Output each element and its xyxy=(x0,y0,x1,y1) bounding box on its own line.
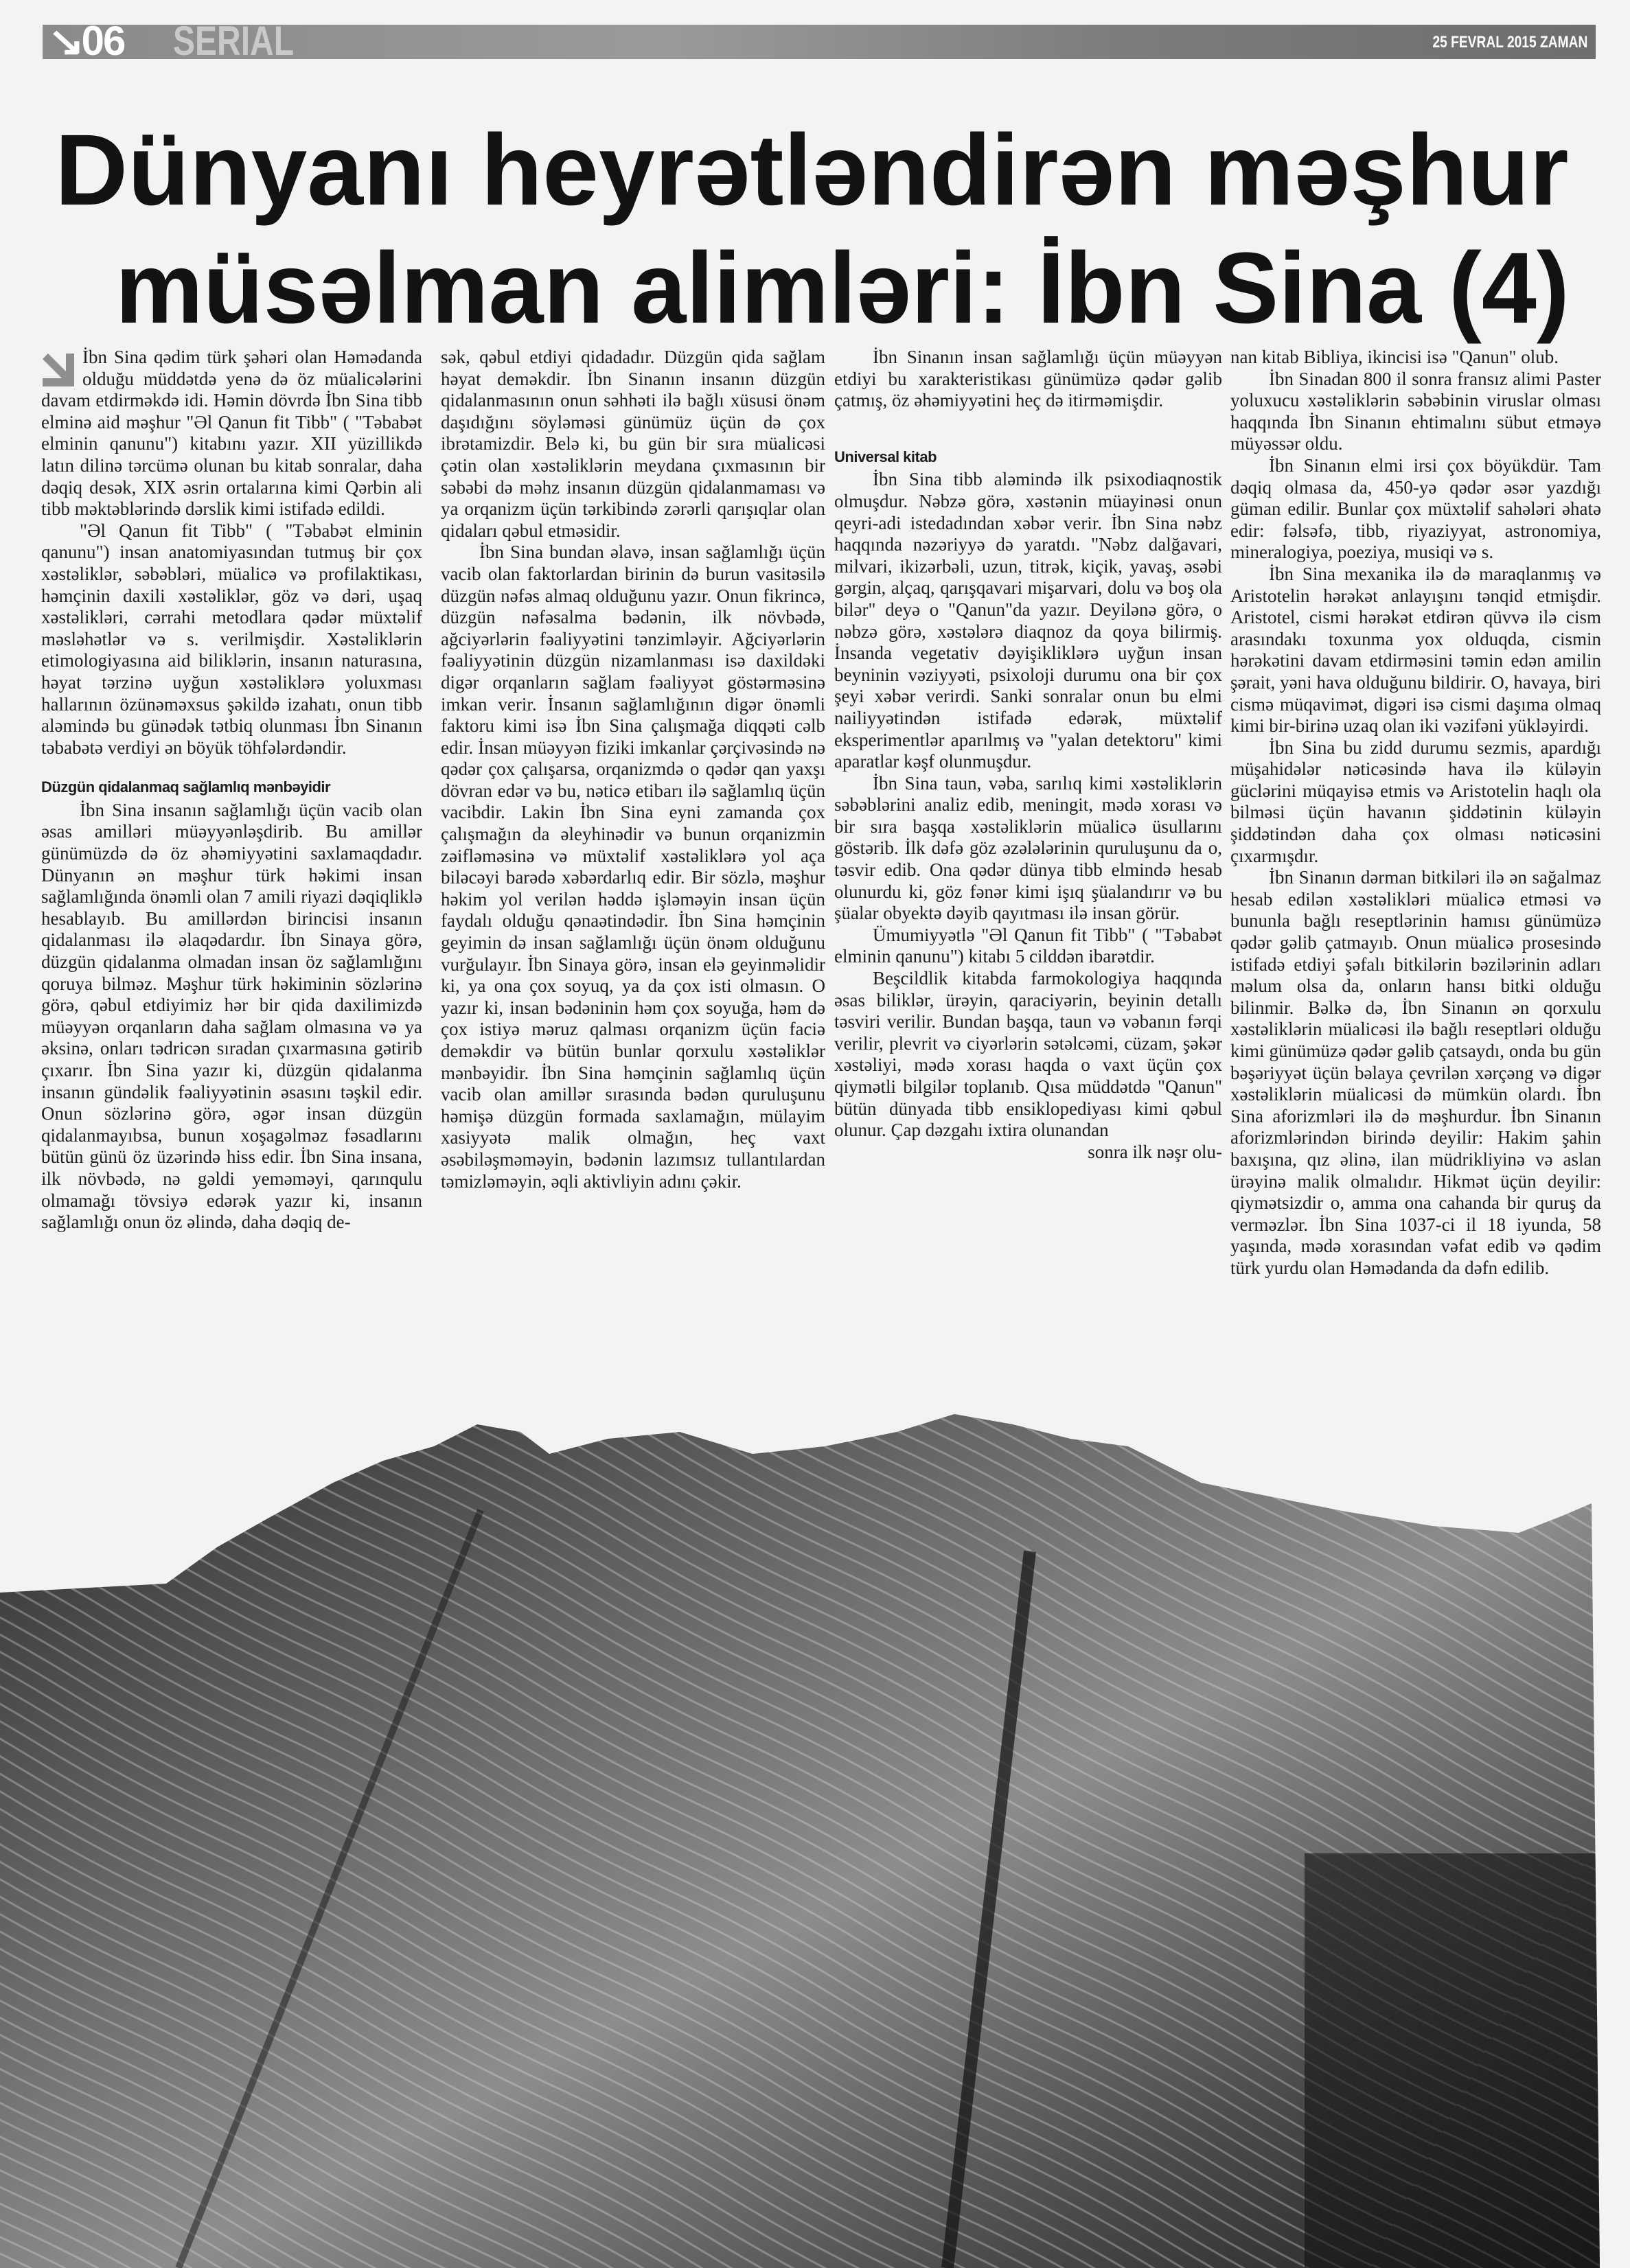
arrow-down-right-icon xyxy=(41,352,76,388)
paragraph: İbn Sinanın elmi irsi çox böyükdür. Tam dəqiq olmasa da, 450-yə qədər əsər yazdığı güman edilir. Bunlar çox müxtəlif sahələri əhatə edir: fəlsəfə, tibb, riyaziyyat, astronomiya, mineralogiya, poeziya, musiqi və s. xyxy=(1230,454,1601,563)
paragraph: İbn Sina bu zidd durumu sezmis, apardığı müşahidələr nəticəsində hava ilə küləyin güclərini müqayisə etmis və Aristotelin haqlı ola bilməsi üçün havanın şiddətinin küləyin şiddətindən daha çox olması nəticəsini çıxarmışdır. xyxy=(1230,737,1601,866)
paragraph: İbn Sina bundan əlavə, insan sağlamlığı üçün vacib olan faktorlardan birinin də burun vasitəsilə düzgün nəfəs almaq olduğunu yazır. Onun fikrincə, düzgün nəfəsalma bədənin, ilk növbədə, ağciyərlərin fəaliyyətini tənzimləyir. Ağciyərlərin fəaliyyətinin düzgün nizamlanması isə daxildəki digər orqanların sağlam fəaliyyət göstərməsinə imkan verir. İnsanın sağlamlığının digər önəmli faktoru kimi isə İbn Sina çalışmağa diqqəti cəlb edir. İnsan müəyyən fiziki imkanlar çərçivəsində nə qədər çox çalışarsa, orqanizmdə o qədər qan yaxşı dövran edər və bu, nəticə etibarı ilə sağlamlıq üçün vacibdir. Lakin İbn Sina eyni zamanda çox çalışmağın da əleyhinədir və bunun orqanizmin zəifləməsinə və müxtəlif xəstəliklərə yol aça biləcəyi barədə xəbərdarlıq edir. Bir sözlə, məşhur həkim yol verilən həddə işləməyin insan üçün faydalı olduğu qənaətindədir. İbn Sina həmçinin geyimin də insan sağlamlığı üçün önəm olduğunu vurğulayır. İbn Sinaya görə, insan elə geyinməlidir ki, ya ona çox soyuq, ya da çox isti olmasın. O yazır ki, insan bədəninin həm çox soyuğa, həm də çox istiyə məruz qalması orqanizm üçün faciə deməkdir və bütün bunlar qorxulu xəstəliklər mənbəyidir. İbn Sina həmçinin sağlamlıq üçün vacib olan amillər sırasında bədən quruluşunu həmişə düzgün formada saxlamağın, mülayim xasiyyətə malik olmağın, heç vaxt əsəbiləşməməyin, bədənin lazımsız tullantılardan təmizləməyin, əqli aktivliyin adını çəkir. xyxy=(441,542,825,1192)
article-column-3 xyxy=(834,347,1222,1163)
headline-line-2: müsəlman alimləri: İbn Sina (4) xyxy=(115,232,1570,345)
arrow-down-right-icon: ↘ xyxy=(47,19,83,64)
issue-date: 25 FEVRAL 2015 ZAMAN xyxy=(1432,33,1587,51)
article-column-4 xyxy=(1230,347,1601,1280)
paragraph: İbn Sina mexanika ilə də maraqlanmış və Aristotelin hərəkət anlayışını tənqid etmişdir. Aristotel, cismi hərəkət etdirən qüvvə ilə cism arasındakı toxunma yox olduqda, cismin hərəkətini davam etdirməsini təmin edən amilin şərait, yəni hava olduğunu bildirir. O, havaya, biri cismə müqavimət, digəri isə cismi daşıma olmaq kimi bir-birinə uzaq olan iki vəzifəni yükləyirdi. xyxy=(1230,563,1601,737)
paragraph: İbn Sina qədim türk şəhəri olan Həmədanda olduğu müddətdə yenə də öz müalicələrini davam etdirməkdə idi. Həmin dövrdə İbn Sina tibb elminə aid məşhur "Əl Qanun fit Tibb" ( "Təbabət elminin qanunu") kitabını yazır. XII yüzillikdə latın dilinə tərcümə olunan bu kitab sonralar, daha dəqiq desək, XIX əsrin ortalarına kimi Qərbin ali tibb məktəblərində dərslik kimi istifadə edildi. xyxy=(41,347,422,520)
paragraph: İbn Sina insanın sağlamlığı üçün vacib olan əsas amilləri müəyyənləşdirib. Bu amillər günümüzdə də öz əhəmiyyətini saxlamaqdadır. Dünyanın ən məşhur türk həkimi insan sağlamlığında önəmli olan 7 amili riyazi dəqiqliklə hesablayıb. Bu amillərdən birincisi insanın qidalanması ilə əlaqədardır. İbn Sinaya görə, düzgün qidalanma olmadan insan öz sağlamlığını qoruya bilməz. Məşhur türk həkiminin sözlərinə görə, qəbul etdiyimiz hər bir qida daxilimizdə müəyyən orqanların daha sağlam olmasına və ya əksinə, onları tədricən sıradan çıxarmasına gətirib çıxarır. İbn Sina yazır ki, düzgün qidalanma insanın gündəlik fəaliyyətinin əsasını təşkil edir. Onun sözlərinə görə, əgər insan düzgün qidalanmayıbsa, bunun xoşagəlməz fəsadlarını bütün günü öz üzərində hiss edir. İbn Sina insana, ilk növbədə, nə gəldi yeməməyi, qarınqulu olmamağı tövsiyə edərək yazır ki, insanın sağlamlığı onun öz əlində, daha dəqiq de- xyxy=(41,799,422,1233)
paragraph-continuation: sonra ilk nəşr olu- xyxy=(1088,1141,1222,1162)
headline-line-1: Dünyanı heyrətləndirən məşhur xyxy=(55,114,1569,227)
book-pages-photo xyxy=(0,1373,1630,2268)
page-number-text: 06 xyxy=(81,18,125,64)
section-header-band xyxy=(43,18,1596,64)
paragraph: İbn Sinanın dərman bitkiləri ilə ən sağalmaz hesab edilən xəstəlikləri müalicə etməsi və bununla bağlı reseptlərinin hamısı günümüzə qədər gəlib çatmayıb. Onun müalicə prosesində istifadə etdiyi şəfalı bitkilərin bəzilərinin adları məlum olsa da, onların hansı bitki olduğu bilinmir. Bəlkə də, İbn Sinanın ən qorxulu xəstəliklərin müalicəsi ilə bağlı reseptləri olduğu kimi günümüzə qədər gəlib çatsaydı, onda bu gün bəşəriyyət üçün bəlaya çevrilən xərçəng və digər xəstəliklərin müalicəsi də mümkün olardı. İbn Sina aforizmləri ilə də məşhurdur. İbn Sinanın aforizmlərindən birində deyilir: Hakim şahin baxışına, qız əlinə, ilan müdrikliyinə və aslan ürəyinə malik olmalıdır. Hikmət üçün deyilir: qiymətsizdir o, amma ona cahanda bir quruş da verməzlər. İbn Sina 1037-ci il 18 iyunda, 58 yaşında, mədə xorasından vəfat edib və qədim türk yurdu olan Həmədanda da dəfn edilib. xyxy=(1230,867,1601,1278)
section-name: SERIAL xyxy=(173,18,295,64)
paragraph: sək, qəbul etdiyi qidadadır. Düzgün qida sağlam həyat deməkdir. İbn Sinanın insanın düzgün qidalanmasının onun səhhəti ilə bağlı xüsusi önəm daşıdığını söyləməsi günümüz üçün də çox ibrətamizdir. Belə ki, bu gün bir sıra müalicəsi çətin olan xəstəliklərin meydana çıxmasının bir səbəbi də məhz insanın düzgün qidalanmaması və ya orqanizm üçün tərkibində zərərli qarışıqlar olan qidaları qəbul etməsidir. xyxy=(441,347,825,541)
page-number xyxy=(47,18,125,64)
paragraph: nan kitab Bibliya, ikincisi isə "Qanun" olub. xyxy=(1230,347,1559,367)
paragraph: İbn Sina taun, vəba, sarılıq kimi xəstəliklərin səbəblərini analiz edib, meningit, mədə xorası və bir sıra başqa xəstəliklərin müalicə üsullarını göstərib. İlk dəfə göz əzələlərinin quruluşunu da o, təsvir edib. Ona qədər dünya tibb elmində hesab olunurdu ki, göz fənər kimi işıq şüalandırır və bu şüalar obyektə dəyib qayıtması ilə insan görür. xyxy=(834,772,1222,924)
subheading: Universal kitab xyxy=(834,448,937,465)
paragraph: İbn Sinadan 800 il sonra fransız alimi Paster yoluxucu xəstəliklərin səbəbinin viruslar olması haqqında İbn Sinanın ehtimalını sübut etməyə müyəssər oldu. xyxy=(1230,368,1601,454)
subheading: Düzgün qidalanmaq sağlamlıq mənbəyidir xyxy=(41,778,331,796)
article-column-1 xyxy=(41,347,422,1234)
article-column-2 xyxy=(441,347,825,1192)
paragraph: Ümumiyyətlə "Əl Qanun fit Tibb" ( "Təbabət elminin qanunu") kitabı 5 cilddən ibarətdir. xyxy=(834,924,1222,967)
paragraph: Beşcildlik kitabda farmokologiya haqqında əsas biliklər, ürəyin, qaraciyərin, beyinin detallı təsviri verilir. Bundan başqa, taun və vəbanın fərqi verilir, plevrit və ciyərlərin sətəlcəmi, cüzam, şəkər xəstəliyi, mədə xorası haqda o vaxt üçün çox qiymətli bilgilər toplanıb. Qısa müddətdə "Qanun" bütün dünyada tibb ensiklopediyası kimi qəbul olunur. Çap dəzgahı ixtira olunandan xyxy=(834,968,1222,1141)
paragraph: İbn Sinanın insan sağlamlığı üçün müəyyən etdiyi bu xarakteristikası günümüzə qədər gəlib çatmış, öz əhəmiyyətini heç də itirməmişdir. xyxy=(834,347,1222,411)
paragraph: İbn Sina tibb aləmində ilk psixodiaqnostik olmuşdur. Nəbzə görə, xəstənin müayinəsi onun qeyri-adi istedadından xəbər verir. İbn Sina nəbz haqqında nəzəriyyə də yaratdı. "Nəbz dalğavari, milvari, ikizərbəli, uzun, titrək, kiçik, yavaş, əsəbi gərgin, alçaq, qarışqavari mişarvari, dolu və boş ola bilər" deyə o "Qanun"da yazır. Deyilənə görə, o nəbzə görə, xəstələrə diaqnoz da qoya bilirmiş. İnsanda vegetativ dəyişikliklərə uyğun insan beyninin vəziyyəti, psixoloji durumu ona bir çox şeyi xəbər verirdi. Sanki sonralar onun bu elmi nailiyyətindən istifadə edərək, müxtəlif eksperimentlər aparılmış və "yalan detektoru" kimi aparatlar kəşf olunmuşdur. xyxy=(834,469,1222,772)
paragraph: "Əl Qanun fit Tibb" ( "Təbabət elminin qanunu") insan anatomiyasından tutmuş bir çox xəstəliklər, səbəbləri, müalicə və profilaktikası, həmçinin daxili xəstəliklər, göz və dəri, uşaq xəstəlikləri, cərrahi metodlara qədər müxtəlif məsləhətlər və s. verilmişdir. Xəstəliklərin etimologiyasına aid biliklərin, insanın naturasına, həyat tərzinə uyğun xəstəliklərə yoluxması hallarının özünəməxsus şəkildə izahatı, onun tibb aləmində bu günədək tətbiq olunması İbn Sinanın təbabətə verdiyi ən böyük töhfələrdəndir. xyxy=(41,520,422,758)
